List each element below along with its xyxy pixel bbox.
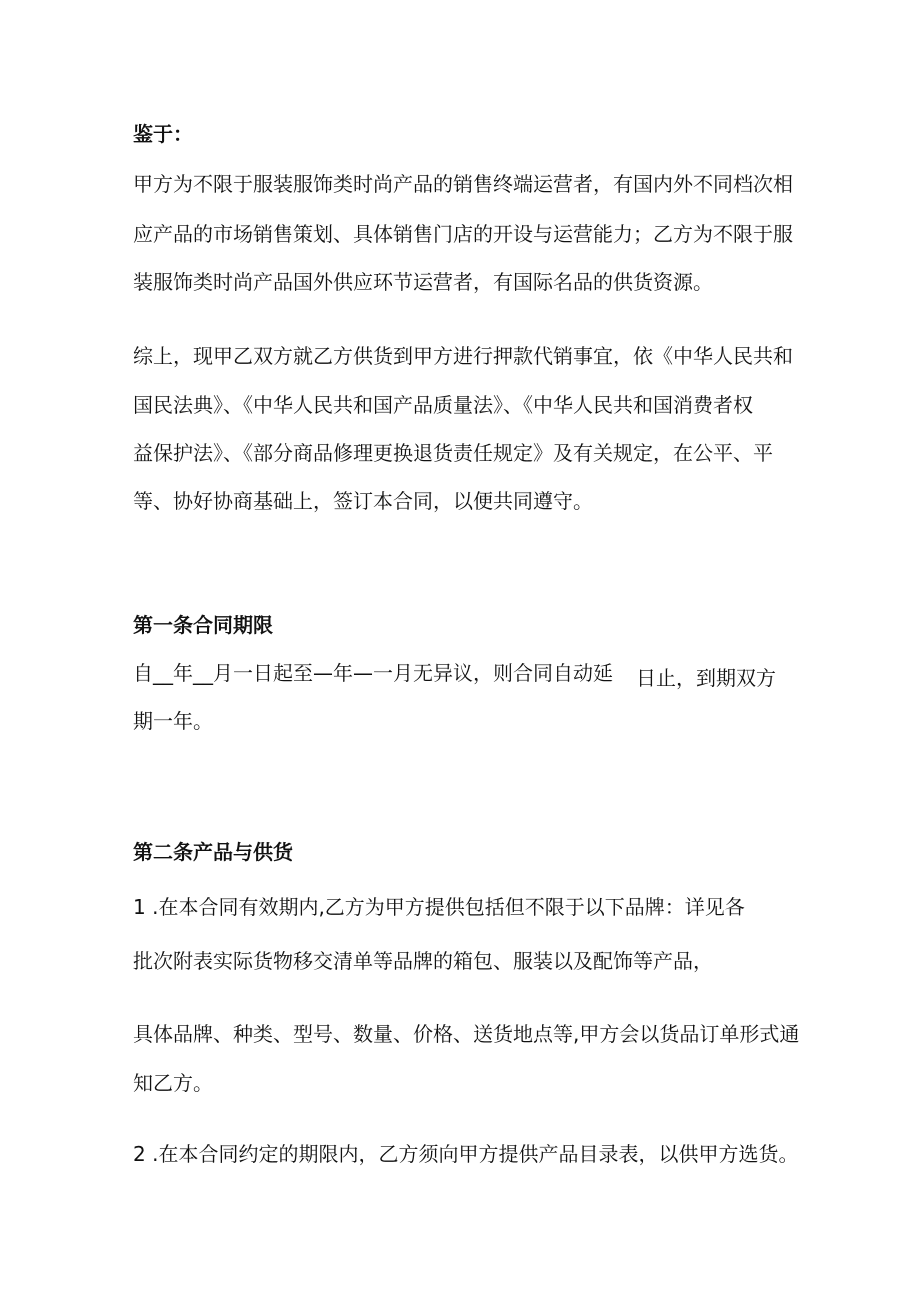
whereas-heading: 鉴于： <box>133 122 193 146</box>
whereas-paragraph-2-line-3: 益保护法》、《部分商品修理更换退货责任规定》及有关规定，在公平、平 <box>133 441 773 465</box>
article-2-item-1-line-4: 知乙方。 <box>133 1071 213 1095</box>
article-2-item-1-line-2: 批次附表实际货物移交清单等品牌的箱包、服装以及配饰等产品， <box>133 949 713 973</box>
whereas-paragraph-1-line-1: 甲方为不限于服装服饰类时尚产品的销售终端运营者，有国内外不同档次相 <box>133 172 793 196</box>
article-2-item-2: 2 .在本合同约定的期限内，乙方须向甲方提供产品目录表，以供甲方选货。 <box>133 1142 799 1166</box>
whereas-paragraph-2-line-1: 综上，现甲乙双方就乙方供货到甲方进行押款代销事宜，依《中华人民共和 <box>133 344 793 368</box>
whereas-paragraph-1-line-2: 应产品的市场销售策划、具体销售门店的开设与运营能力；乙方为不限于服 <box>133 222 793 246</box>
whereas-paragraph-2-line-2: 国民法典》、《中华人民共和国产品质量法》、《中华人民共和国消费者权 <box>133 393 753 417</box>
whereas-paragraph-1-line-3: 装服饰类时尚产品国外供应环节运营者，有国际名品的供货资源。 <box>133 270 713 294</box>
article-1-line-1: 自__年__月一日起至—年—一月无异议，则合同自动延 <box>133 661 613 685</box>
article-1-line-2: 期一年。 <box>133 709 213 733</box>
article-1-line-1-tail: 日止，到期双方 <box>636 666 776 690</box>
article-2-item-1-line-1: 1 .在本合同有效期内,乙方为甲方提供包括但不限于以下品牌：详见各 <box>133 895 745 919</box>
article-2-item-1-line-3: 具体品牌、种类、型号、数量、价格、送货地点等,甲方会以货品订单形式通 <box>133 1022 800 1046</box>
whereas-paragraph-2-line-4: 等、协好协商基础上，签订本合同，以便共同遵守。 <box>133 489 593 513</box>
article-2-heading: 第二条产品与供货 <box>133 840 293 864</box>
article-1-heading: 第一条合同期限 <box>133 613 273 637</box>
